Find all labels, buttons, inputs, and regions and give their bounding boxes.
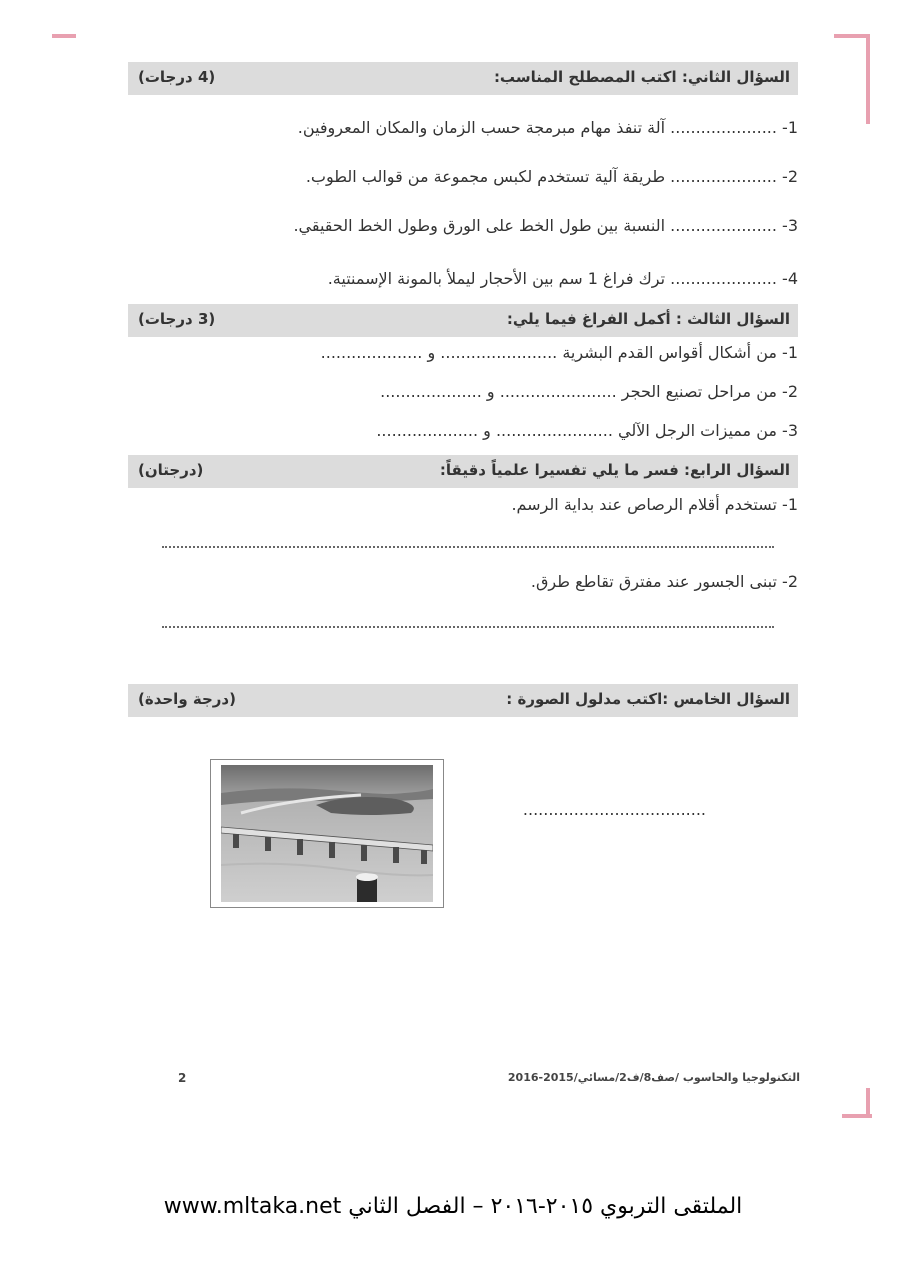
q2-marks: (4 درجات) — [138, 68, 216, 86]
page-number: 2 — [178, 1071, 187, 1085]
q5-header — [128, 684, 798, 717]
q5-title: السؤال الخامس :اكتب مدلول الصورة : — [506, 690, 790, 708]
q2-title: السؤال الثاني: اكتب المصطلح المناسب: — [493, 68, 790, 86]
q5-answer-dots: .................................... — [522, 800, 706, 819]
q3-marks: (3 درجات) — [138, 310, 216, 328]
q2-item-3: 3- ..................... النسبة بين طول الخط على الورق وطول الخط الحقيقي. — [293, 216, 798, 235]
q3-title: السؤال الثالث : أكمل الفراغ فيما يلي: — [506, 310, 790, 328]
q2-header — [128, 62, 798, 95]
q2-item-2: 2- ..................... طريقة آلية تستخدم لكبس مجموعة من قوالب الطوب. — [305, 167, 798, 186]
corner-mark-top-right-v — [866, 34, 870, 124]
q2-item-1: 1- ..................... آلة تنفذ مهام مبرمجة حسب الزمان والمكان المعروفين. — [297, 118, 798, 137]
q4-title: السؤال الرابع: فسر ما يلي تفسيرا علمياً دقيقاً: — [439, 461, 790, 479]
q2-item-4: 4- ..................... ترك فراغ 1 سم بين الأحجار ليملأ بالمونة الإسمنتية. — [327, 269, 798, 288]
course-footer: التكنولوجيا والحاسوب /صف8/ف2/مسائي/2015-2016 — [507, 1071, 800, 1084]
q3-header — [128, 304, 798, 337]
bridge-image — [221, 765, 433, 902]
site-banner: الملتقى التربوي ٢٠١٥-٢٠١٦ – الفصل الثاني www.mltaka.net — [163, 1194, 743, 1219]
corner-mark-top-right — [834, 34, 870, 38]
q3-item-2: 2- من مراحل تصنيع الحجر ....................... و .................... — [380, 382, 798, 401]
q4-header — [128, 455, 798, 488]
q4-item-1: 1- تستخدم أقلام الرصاص عند بداية الرسم. — [511, 495, 798, 514]
q4-item-2: 2- تبنى الجسور عند مفترق تقاطع طرق. — [530, 572, 798, 591]
q4-answer-line-2 — [162, 626, 774, 628]
q4-marks: (درجتان) — [138, 461, 204, 479]
corner-mark-bottom-right-v — [866, 1088, 870, 1118]
bridge-photo — [210, 759, 444, 908]
q3-item-3: 3- من مميزات الرجل الآلي ....................... و .................... — [376, 421, 798, 440]
q5-marks: (درجة واحدة) — [138, 690, 236, 708]
q3-item-1: 1- من أشكال أقواس القدم البشرية ....................... و .................... — [320, 343, 798, 362]
q4-answer-line-1 — [162, 546, 774, 548]
corner-mark-top-left — [52, 34, 76, 38]
